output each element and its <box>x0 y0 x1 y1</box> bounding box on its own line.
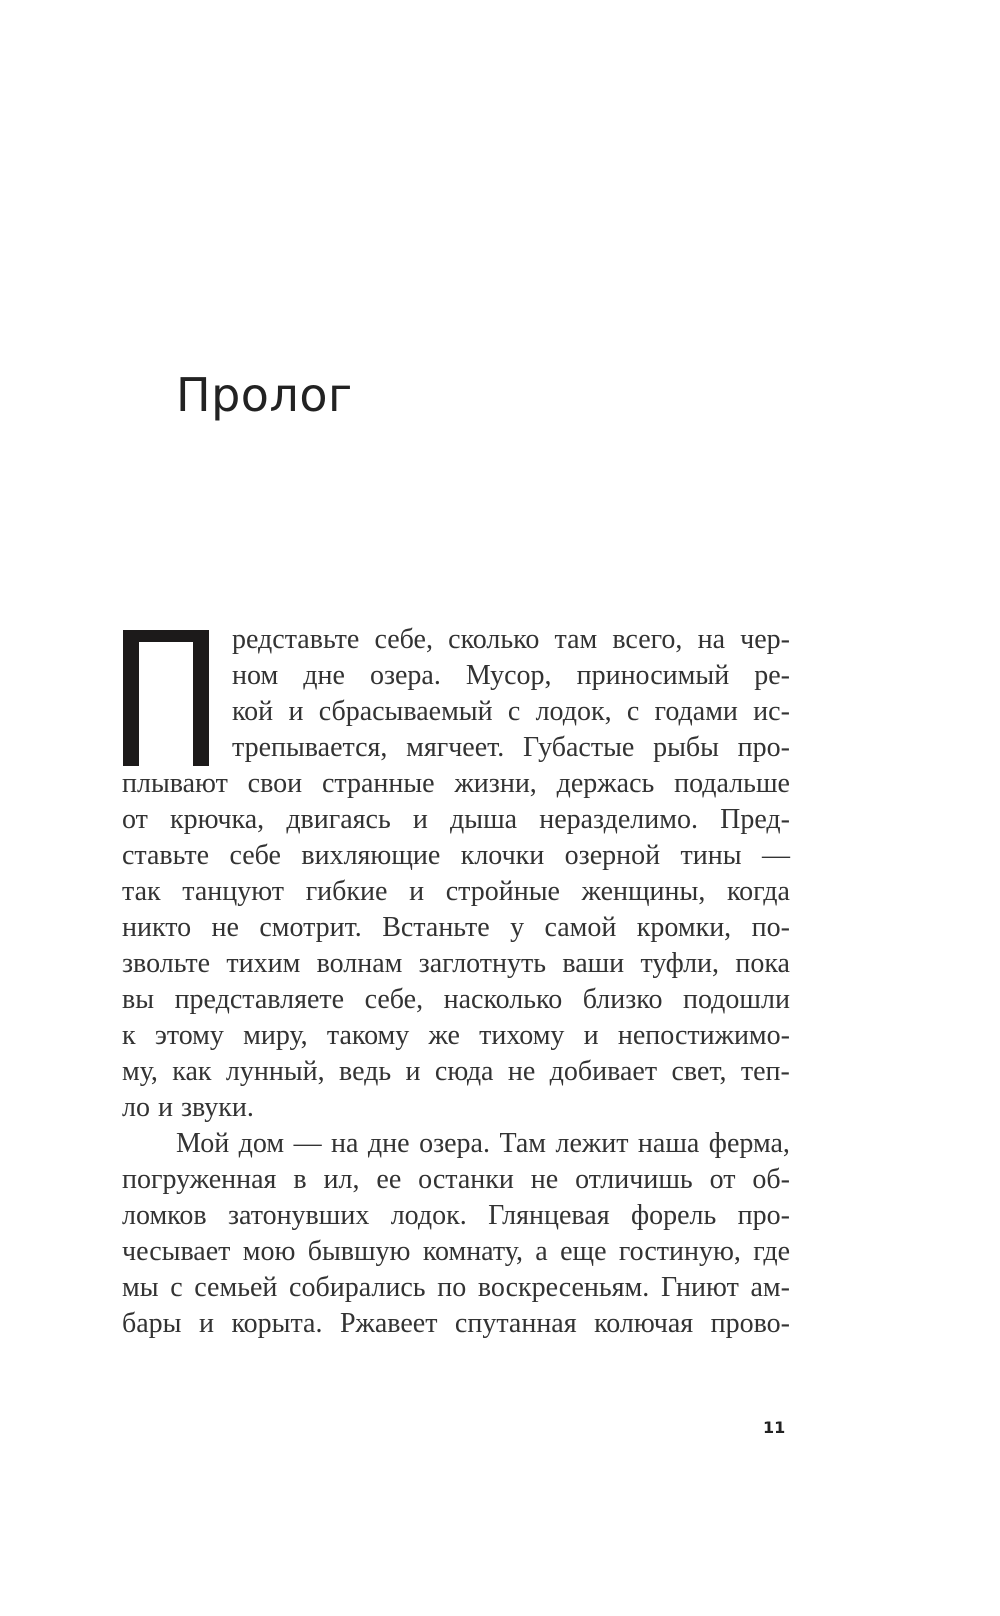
dropcap-stroke <box>123 630 139 766</box>
text-line: так танцуют гибкие и стройные женщины, когда <box>122 876 790 907</box>
page-number: 11 <box>763 1418 786 1437</box>
dropcap-letter <box>123 630 209 766</box>
text-line: Мой дом — на дне озера. Там лежит наша ферма, <box>176 1128 790 1159</box>
text-line: ло и звуки. <box>122 1092 254 1123</box>
text-line: трепывается, мягчеет. Губастые рыбы про- <box>232 732 790 763</box>
dropcap-stroke <box>193 630 209 766</box>
text-line: чесывает мою бывшую комнату, а еще гостиную, где <box>122 1236 790 1267</box>
text-line: мы с семьей собирались по воскресеньям. Гниют ам- <box>122 1272 790 1303</box>
text-line: ломков затонувших лодок. Глянцевая форель про- <box>122 1200 790 1231</box>
text-line: ном дне озера. Мусор, приносимый ре- <box>232 660 790 691</box>
text-line: бары и корыта. Ржавеет спутанная колючая прово- <box>122 1308 790 1339</box>
text-line: му, как лунный, ведь и сюда не добивает свет, теп- <box>122 1056 790 1087</box>
text-line: вы представляете себе, насколько близко подошли <box>122 984 790 1015</box>
chapter-title: Пролог <box>176 368 353 422</box>
text-line: звольте тихим волнам заглотнуть ваши туфли, пока <box>122 948 790 979</box>
text-line: погруженная в ил, ее останки не отличишь от об- <box>122 1164 790 1195</box>
text-line: плывают свои странные жизни, держась подальше <box>122 768 790 799</box>
text-line: ставьте себе вихляющие клочки озерной тины — <box>122 840 790 871</box>
text-line: кой и сбрасываемый с лодок, с годами ис- <box>232 696 790 727</box>
text-line: никто не смотрит. Встаньте у самой кромки, по- <box>122 912 790 943</box>
text-line: к этому миру, такому же тихому и непостижимо- <box>122 1020 790 1051</box>
text-line: редставьте себе, сколько там всего, на чер- <box>232 624 790 655</box>
text-line: от крючка, двигаясь и дыша неразделимо. Пред- <box>122 804 790 835</box>
